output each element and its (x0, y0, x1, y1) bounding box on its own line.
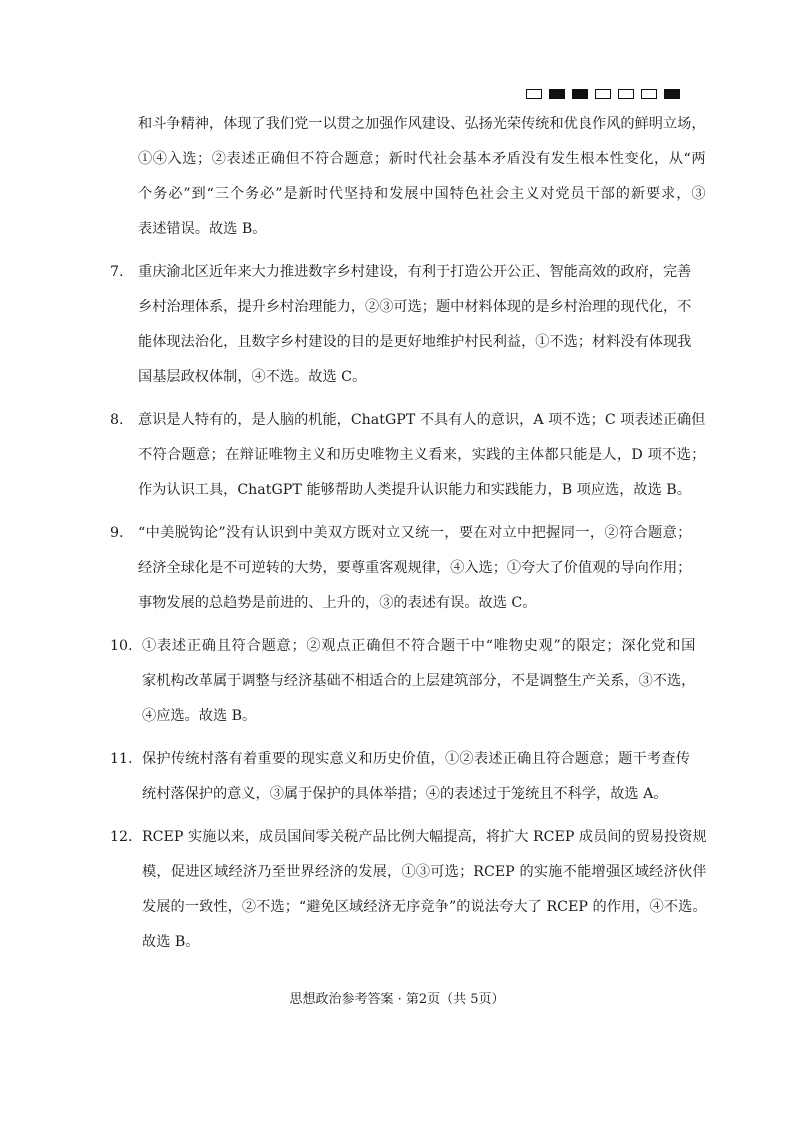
answer-line: 发展的一致性，②不选；“避免区域经济无序竞争”的说法夸大了 RCEP 的作用，④不选。 (142, 899, 707, 915)
answer-line: 重庆渝北区近年来大力推进数字乡村建设，有利于打造公开公正、智能高效的政府，完善 (138, 264, 692, 280)
answer-line: ①④入选；②表述正确但不符合题意；新时代社会基本矛盾没有发生根本性变化，从“两 (138, 151, 706, 167)
empty-square-icon (526, 89, 542, 99)
answer-line: 保护传统村落有着重要的现实意义和历史价值，①②表述正确且符合题意；题干考查传 (142, 751, 690, 767)
question-number: 8. (110, 412, 124, 428)
question-number: 11. (110, 751, 133, 767)
answer-paragraph (110, 403, 706, 508)
answer-paragraph (110, 516, 690, 621)
filled-square-icon (549, 89, 565, 99)
answer-paragraph (110, 820, 707, 960)
answer-line: 故选 B。 (142, 934, 200, 950)
page-footer: 思想政治参考答案 · 第2页（共 5页） (289, 992, 505, 1007)
answer-line: 乡村治理体系，提升乡村治理能力，②③可选；题中材料体现的是乡村治理的现代化，不 (138, 299, 692, 315)
answer-line: 作为认识工具，ChatGPT 能够帮助人类提升认识能力和实践能力，B 项应选，故选 B。 (138, 482, 691, 498)
question-number: 7. (110, 264, 124, 280)
header-marks (526, 89, 680, 99)
answer-paragraph (110, 107, 706, 247)
empty-square-icon (641, 89, 657, 99)
answer-line: 能体现法治化，且数字乡村建设的目的是更好地维护村民利益，①不选；材料没有体现我 (138, 334, 692, 350)
answer-line: ④应选。故选 B。 (142, 708, 257, 724)
answer-line: 模，促进区域经济乃至世界经济的发展，①③可选；RCEP 的实施不能增强区域经济伙伴 (142, 864, 707, 880)
answer-line: “中美脱钩论”没有认识到中美双方既对立又统一，要在对立中把握同一，②符合题意； (138, 525, 692, 541)
answer-content (110, 107, 707, 960)
answer-line: 意识是人特有的，是人脑的机能，ChatGPT 不具有人的意识，A 项不选；C 项表述正确但 (138, 412, 706, 428)
answer-line: 个务必”到“三个务必”是新时代坚持和发展中国特色社会主义对党员干部的新要求，③ (138, 186, 706, 202)
empty-square-icon (595, 89, 611, 99)
question-number: 10. (110, 638, 133, 654)
answer-line: 家机构改革属于调整与经济基础不相适合的上层建筑部分，不是调整生产关系，③不选， (142, 673, 696, 689)
answer-line: 不符合题意；在辩证唯物主义和历史唯物主义看来，实践的主体都只能是人，D 项不选； (138, 447, 706, 463)
answer-line: RCEP 实施以来，成员国间零关税产品比例大幅提高，将扩大 RCEP 成员间的贸易投资规 (142, 829, 707, 845)
answer-paragraph (110, 742, 690, 812)
answer-line: 国基层政权体制，④不选。故选 C。 (138, 369, 367, 385)
answer-line: 事物发展的总趋势是前进的、上升的，③的表述有误。故选 C。 (138, 595, 537, 611)
answer-line: 统村落保护的意义，③属于保护的具体举措；④的表述过于笼统且不科学，故选 A。 (142, 786, 668, 802)
question-number: 9. (110, 525, 124, 541)
answer-line: 表述错误。故选 B。 (138, 221, 267, 237)
answer-line: 和斗争精神，体现了我们党一以贯之加强作风建设、弘扬光荣传统和优良作风的鲜明立场， (138, 116, 706, 132)
filled-square-icon (572, 89, 588, 99)
answer-paragraph (110, 629, 696, 734)
answer-line: 经济全球化是不可逆转的大势，要尊重客观规律，④入选；①夸大了价值观的导向作用； (138, 560, 692, 576)
empty-square-icon (618, 89, 634, 99)
filled-square-icon (664, 89, 680, 99)
question-number: 12. (110, 829, 133, 845)
answer-paragraph (110, 255, 690, 395)
answer-line: ①表述正确且符合题意；②观点正确但不符合题干中“唯物史观”的限定；深化党和国 (142, 638, 696, 654)
